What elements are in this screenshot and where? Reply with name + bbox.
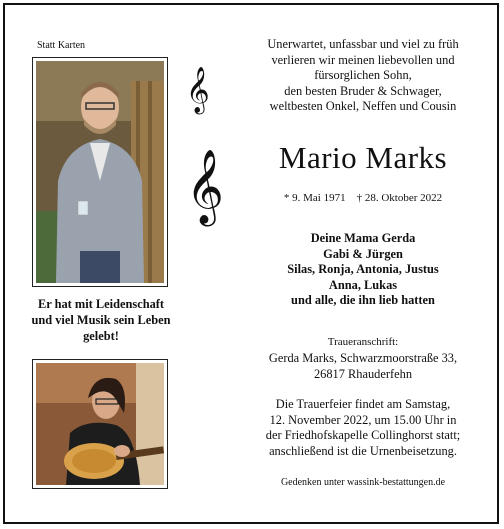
- intro-line: weltbesten Onkel, Neffen und Cousin: [269, 99, 457, 113]
- life-dates: * 9. Mai 1971 † 28. Oktober 2022: [283, 192, 443, 204]
- family-line: Silas, Ronja, Antonia, Justus: [287, 262, 439, 276]
- intro-line: den besten Bruder & Schwager,: [284, 83, 442, 98]
- family-line: Gabi & Jürgen: [323, 246, 403, 261]
- intro-text: [232, 37, 494, 115]
- memorial-quote: [26, 296, 176, 344]
- statt-karten-label: Statt Karten: [37, 40, 86, 51]
- intro-line: fürsorglichen Sohn,: [314, 68, 412, 82]
- service-line: 12. November 2022, um 15.00 Uhr in: [269, 412, 457, 427]
- address-label: Traueranschrift:: [327, 336, 399, 348]
- treble-clef-icon: 𝄞: [186, 67, 210, 113]
- service-line: anschließend ist die Urnenbeisetzung.: [269, 443, 457, 458]
- guitar-photo: [32, 359, 168, 489]
- funeral-service-info: [232, 397, 494, 459]
- quote-line: und viel Musik sein Leben: [31, 313, 171, 327]
- family-line: Deine Mama Gerda: [310, 231, 416, 245]
- address-line: 26817 Rhauderfehn: [313, 367, 413, 381]
- family-line: Anna, Lukas: [328, 277, 398, 292]
- family-line: und alle, die ihn lieb hatten: [291, 293, 435, 307]
- intro-line: verlieren wir meinen liebevollen und: [271, 52, 455, 67]
- quote-line: Er hat mit Leidenschaft: [37, 297, 165, 311]
- family-names: [232, 231, 494, 309]
- quote-line: gelebt!: [83, 329, 119, 343]
- deceased-name: Mario Marks: [278, 140, 448, 175]
- address-line: Gerda Marks, Schwarzmoorstraße 33,: [268, 351, 458, 365]
- portrait-photo: [32, 57, 168, 287]
- treble-clef-icon: 𝄞: [186, 150, 224, 224]
- mourning-address: [232, 350, 494, 382]
- memorial-website: Gedenken unter wassink-bestattungen.de: [280, 477, 446, 488]
- service-line: der Friedhofskapelle Collinghorst statt;: [265, 428, 461, 442]
- intro-line: Unerwartet, unfassbar und viel zu früh: [267, 37, 459, 51]
- service-line: Die Trauerfeier findet am Samstag,: [275, 397, 451, 411]
